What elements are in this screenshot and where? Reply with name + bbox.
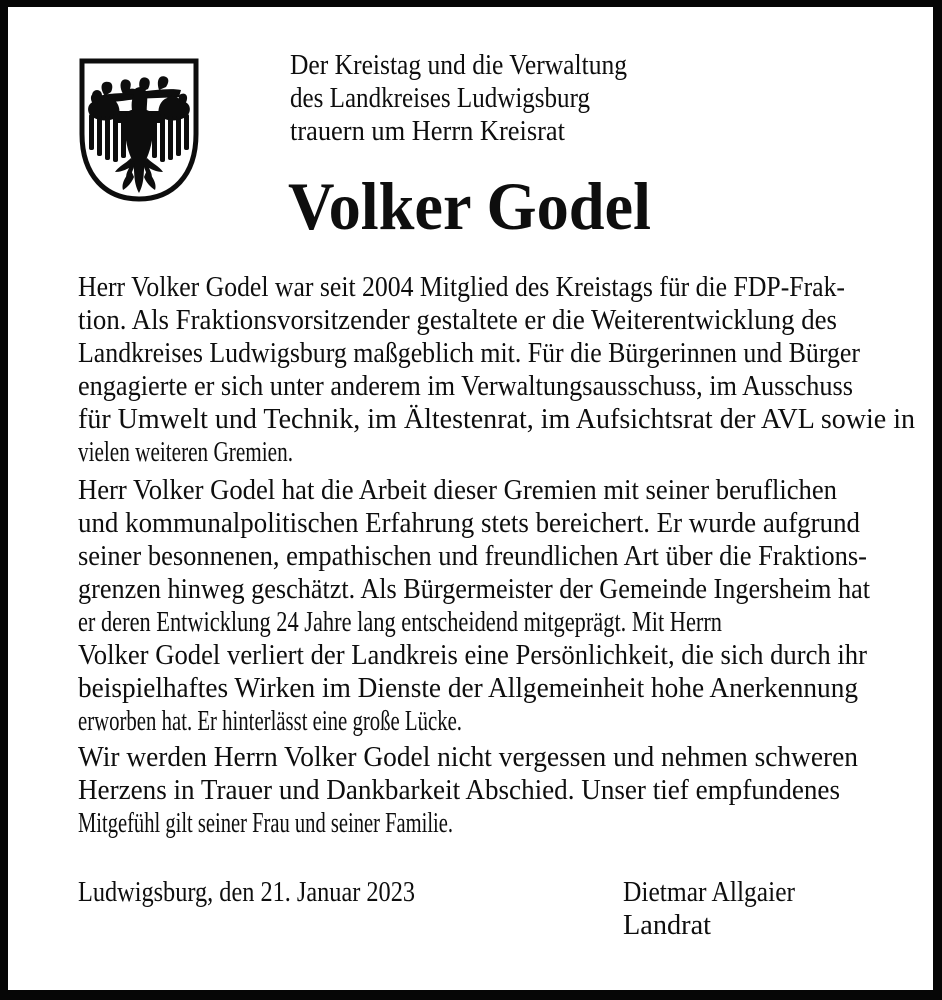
header-line-text: trauern um Herrn Kreisrat bbox=[290, 116, 565, 147]
text-line-content: Mitgefühl gilt seiner Frau und seiner Familie. bbox=[78, 807, 453, 839]
text-line-content: tion. Als Fraktionsvorsitzender gestaltete er die Weiterentwicklung des bbox=[78, 304, 837, 336]
text-line bbox=[78, 436, 942, 469]
text-line bbox=[78, 304, 942, 337]
text-line bbox=[78, 403, 942, 436]
text-line-content: Herr Volker Godel war seit 2004 Mitglied des Kreistags für die FDP-Frak- bbox=[78, 271, 845, 303]
header-line-text: des Landkreises Ludwigsburg bbox=[290, 83, 590, 114]
text-line bbox=[78, 807, 904, 840]
text-line bbox=[78, 606, 942, 639]
text-line-content: beispielhaftes Wirken im Dienste der Allgemeinheit hohe Anerkennung bbox=[78, 672, 858, 704]
text-line-content: engagierte er sich unter anderem im Verwaltungsausschuss, im Ausschuss bbox=[78, 370, 853, 402]
deceased-name-title bbox=[288, 168, 672, 244]
text-line bbox=[78, 271, 942, 304]
text-line-content: Wir werden Herrn Volker Godel nicht vergessen und nehmen schweren bbox=[78, 741, 858, 773]
text-line-content: Herzens in Trauer und Dankbarkeit Abschied. Unser tief empfundenes bbox=[78, 774, 840, 806]
text-line bbox=[78, 705, 942, 738]
text-line-content: erworben hat. Er hinterlässt eine große Lücke. bbox=[78, 705, 462, 737]
obituary-paragraph-2 bbox=[78, 474, 942, 738]
ludwigsburg-coat-of-arms-icon bbox=[75, 54, 203, 206]
text-line-content: er deren Entwicklung 24 Jahre lang entscheidend mitgeprägt. Mit Herrn bbox=[78, 606, 722, 638]
obituary-paragraph-3 bbox=[78, 741, 904, 840]
obituary-paragraph-1 bbox=[78, 271, 942, 469]
text-line bbox=[78, 639, 942, 672]
text-line bbox=[78, 540, 942, 573]
text-line bbox=[78, 774, 904, 807]
deceased-name-text: Volker Godel bbox=[288, 168, 651, 244]
header-line bbox=[290, 82, 660, 115]
header-line-text: Der Kreistag und die Verwaltung bbox=[290, 50, 627, 81]
text-line bbox=[78, 474, 942, 507]
text-line-content: und kommunalpolitischen Erfahrung stets bereichert. Er wurde aufgrund bbox=[78, 507, 860, 539]
date-text: Ludwigsburg, den 21. Januar 2023 bbox=[78, 876, 415, 908]
text-line-content: vielen weiteren Gremien. bbox=[78, 436, 293, 468]
signature-title-line bbox=[623, 909, 819, 942]
signature-name-text: Dietmar Allgaier bbox=[623, 876, 795, 908]
text-line-content: für Umwelt und Technik, im Ältestenrat, im Aufsichtsrat der AVL sowie in bbox=[78, 403, 915, 435]
header-line bbox=[290, 49, 660, 82]
text-line bbox=[78, 507, 942, 540]
text-line bbox=[78, 370, 942, 403]
text-line-content: grenzen hinweg geschätzt. Als Bürgermeister der Gemeinde Ingersheim hat bbox=[78, 573, 870, 605]
signature-block bbox=[623, 876, 819, 942]
text-line-content: Herr Volker Godel hat die Arbeit dieser Gremien mit seiner beruflichen bbox=[78, 474, 837, 506]
text-line bbox=[78, 741, 904, 774]
text-line-content: seiner besonnenen, empathischen und freundlichen Art über die Fraktions- bbox=[78, 540, 867, 572]
header-intro bbox=[290, 49, 660, 148]
text-line-content: Landkreises Ludwigsburg maßgeblich mit. Für die Bürgerinnen und Bürger bbox=[78, 337, 860, 369]
place-and-date bbox=[78, 876, 480, 909]
text-line-content: Volker Godel verliert der Landkreis eine Persönlichkeit, die sich durch ihr bbox=[78, 639, 867, 671]
header-line bbox=[290, 115, 660, 148]
text-line bbox=[78, 876, 480, 909]
text-line bbox=[78, 672, 942, 705]
text-line bbox=[78, 337, 942, 370]
signature-name-line bbox=[623, 876, 819, 909]
signature-title-text: Landrat bbox=[623, 909, 711, 941]
text-line bbox=[78, 573, 942, 606]
